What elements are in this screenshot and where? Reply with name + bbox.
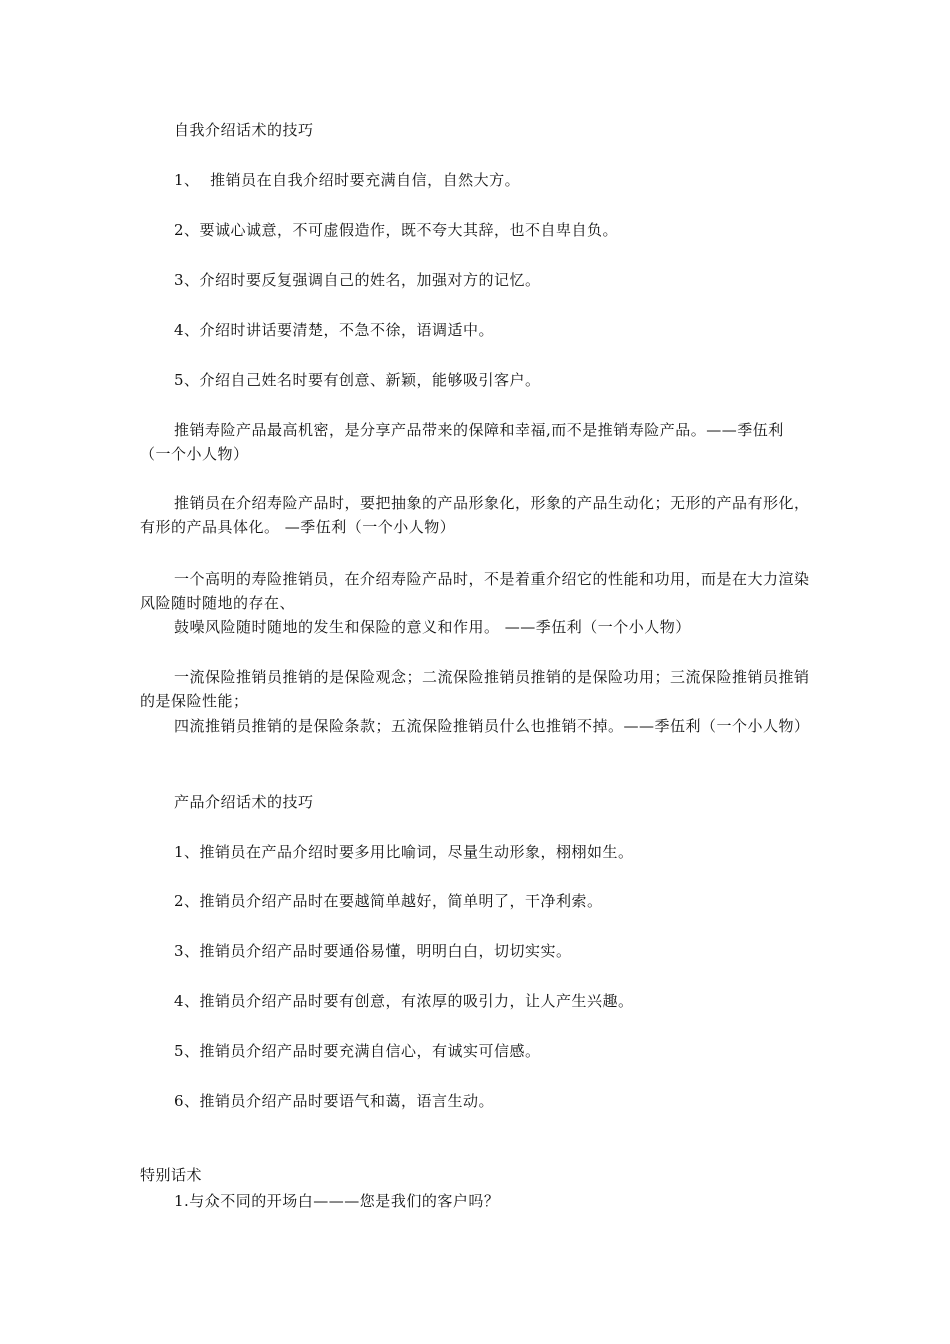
- list-item: 4、介绍时讲话要清楚，不急不徐，语调适中。: [174, 321, 495, 339]
- quote-paragraph: 一流保险推销员推销的是保险观念；二流保险推销员推销的是保险功用；三流保险推销员推销的是保险性能；: [140, 668, 810, 710]
- section-title-special: 特别话术: [140, 1166, 203, 1184]
- list-item: 5、推销员介绍产品时要充满自信心，有诚实可信感。: [174, 1042, 541, 1060]
- list-item: 3、推销员介绍产品时要通俗易懂，明明白白，切切实实。: [174, 942, 572, 960]
- quote-paragraph: 鼓噪风险随时随地的发生和保险的意义和作用。 ——季伍利（一个小人物）: [174, 618, 691, 636]
- list-item: 3、介绍时要反复强调自己的姓名，加强对方的记忆。: [174, 271, 541, 289]
- list-item: 1.与众不同的开场白———您是我们的客户吗？: [174, 1192, 500, 1210]
- list-item: 4、推销员介绍产品时要有创意，有浓厚的吸引力，让人产生兴趣。: [174, 992, 634, 1010]
- section-title-product-intro: 产品介绍话术的技巧: [174, 793, 314, 811]
- list-item: 1、推销员在产品介绍时要多用比喻词，尽量生动形象，栩栩如生。: [174, 843, 634, 861]
- quote-paragraph: 一个高明的寿险推销员，在介绍寿险产品时，不是着重介绍它的性能和功用，而是在大力渲染风险随时随地的存在、: [140, 570, 810, 612]
- list-item: 6、推销员介绍产品时要语气和蔼，语言生动。: [174, 1092, 495, 1110]
- list-item: 5、介绍自己姓名时要有创意、新颖，能够吸引客户。: [174, 371, 541, 389]
- section-title-self-intro: 自我介绍话术的技巧: [174, 121, 314, 139]
- list-item: 1、 推销员在自我介绍时要充满自信，自然大方。: [174, 171, 521, 189]
- list-item: 2、推销员介绍产品时在要越简单越好，简单明了，干净利索。: [174, 892, 603, 910]
- list-item: 2、要诚心诚意，不可虚假造作，既不夸大其辞，也不自卑自负。: [174, 221, 619, 239]
- quote-paragraph: 推销寿险产品最高机密，是分享产品带来的保障和幸福,而不是推销寿险产品。——季伍利（一个小人物）: [140, 421, 784, 463]
- quote-paragraph: 推销员在介绍寿险产品时，要把抽象的产品形象化，形象的产品生动化；无形的产品有形化，有形的产品具体化。 —季伍利（一个小人物）: [140, 494, 810, 536]
- quote-paragraph: 四流推销员推销的是保险条款；五流保险推销员什么也推销不掉。——季伍利（一个小人物）: [174, 717, 810, 735]
